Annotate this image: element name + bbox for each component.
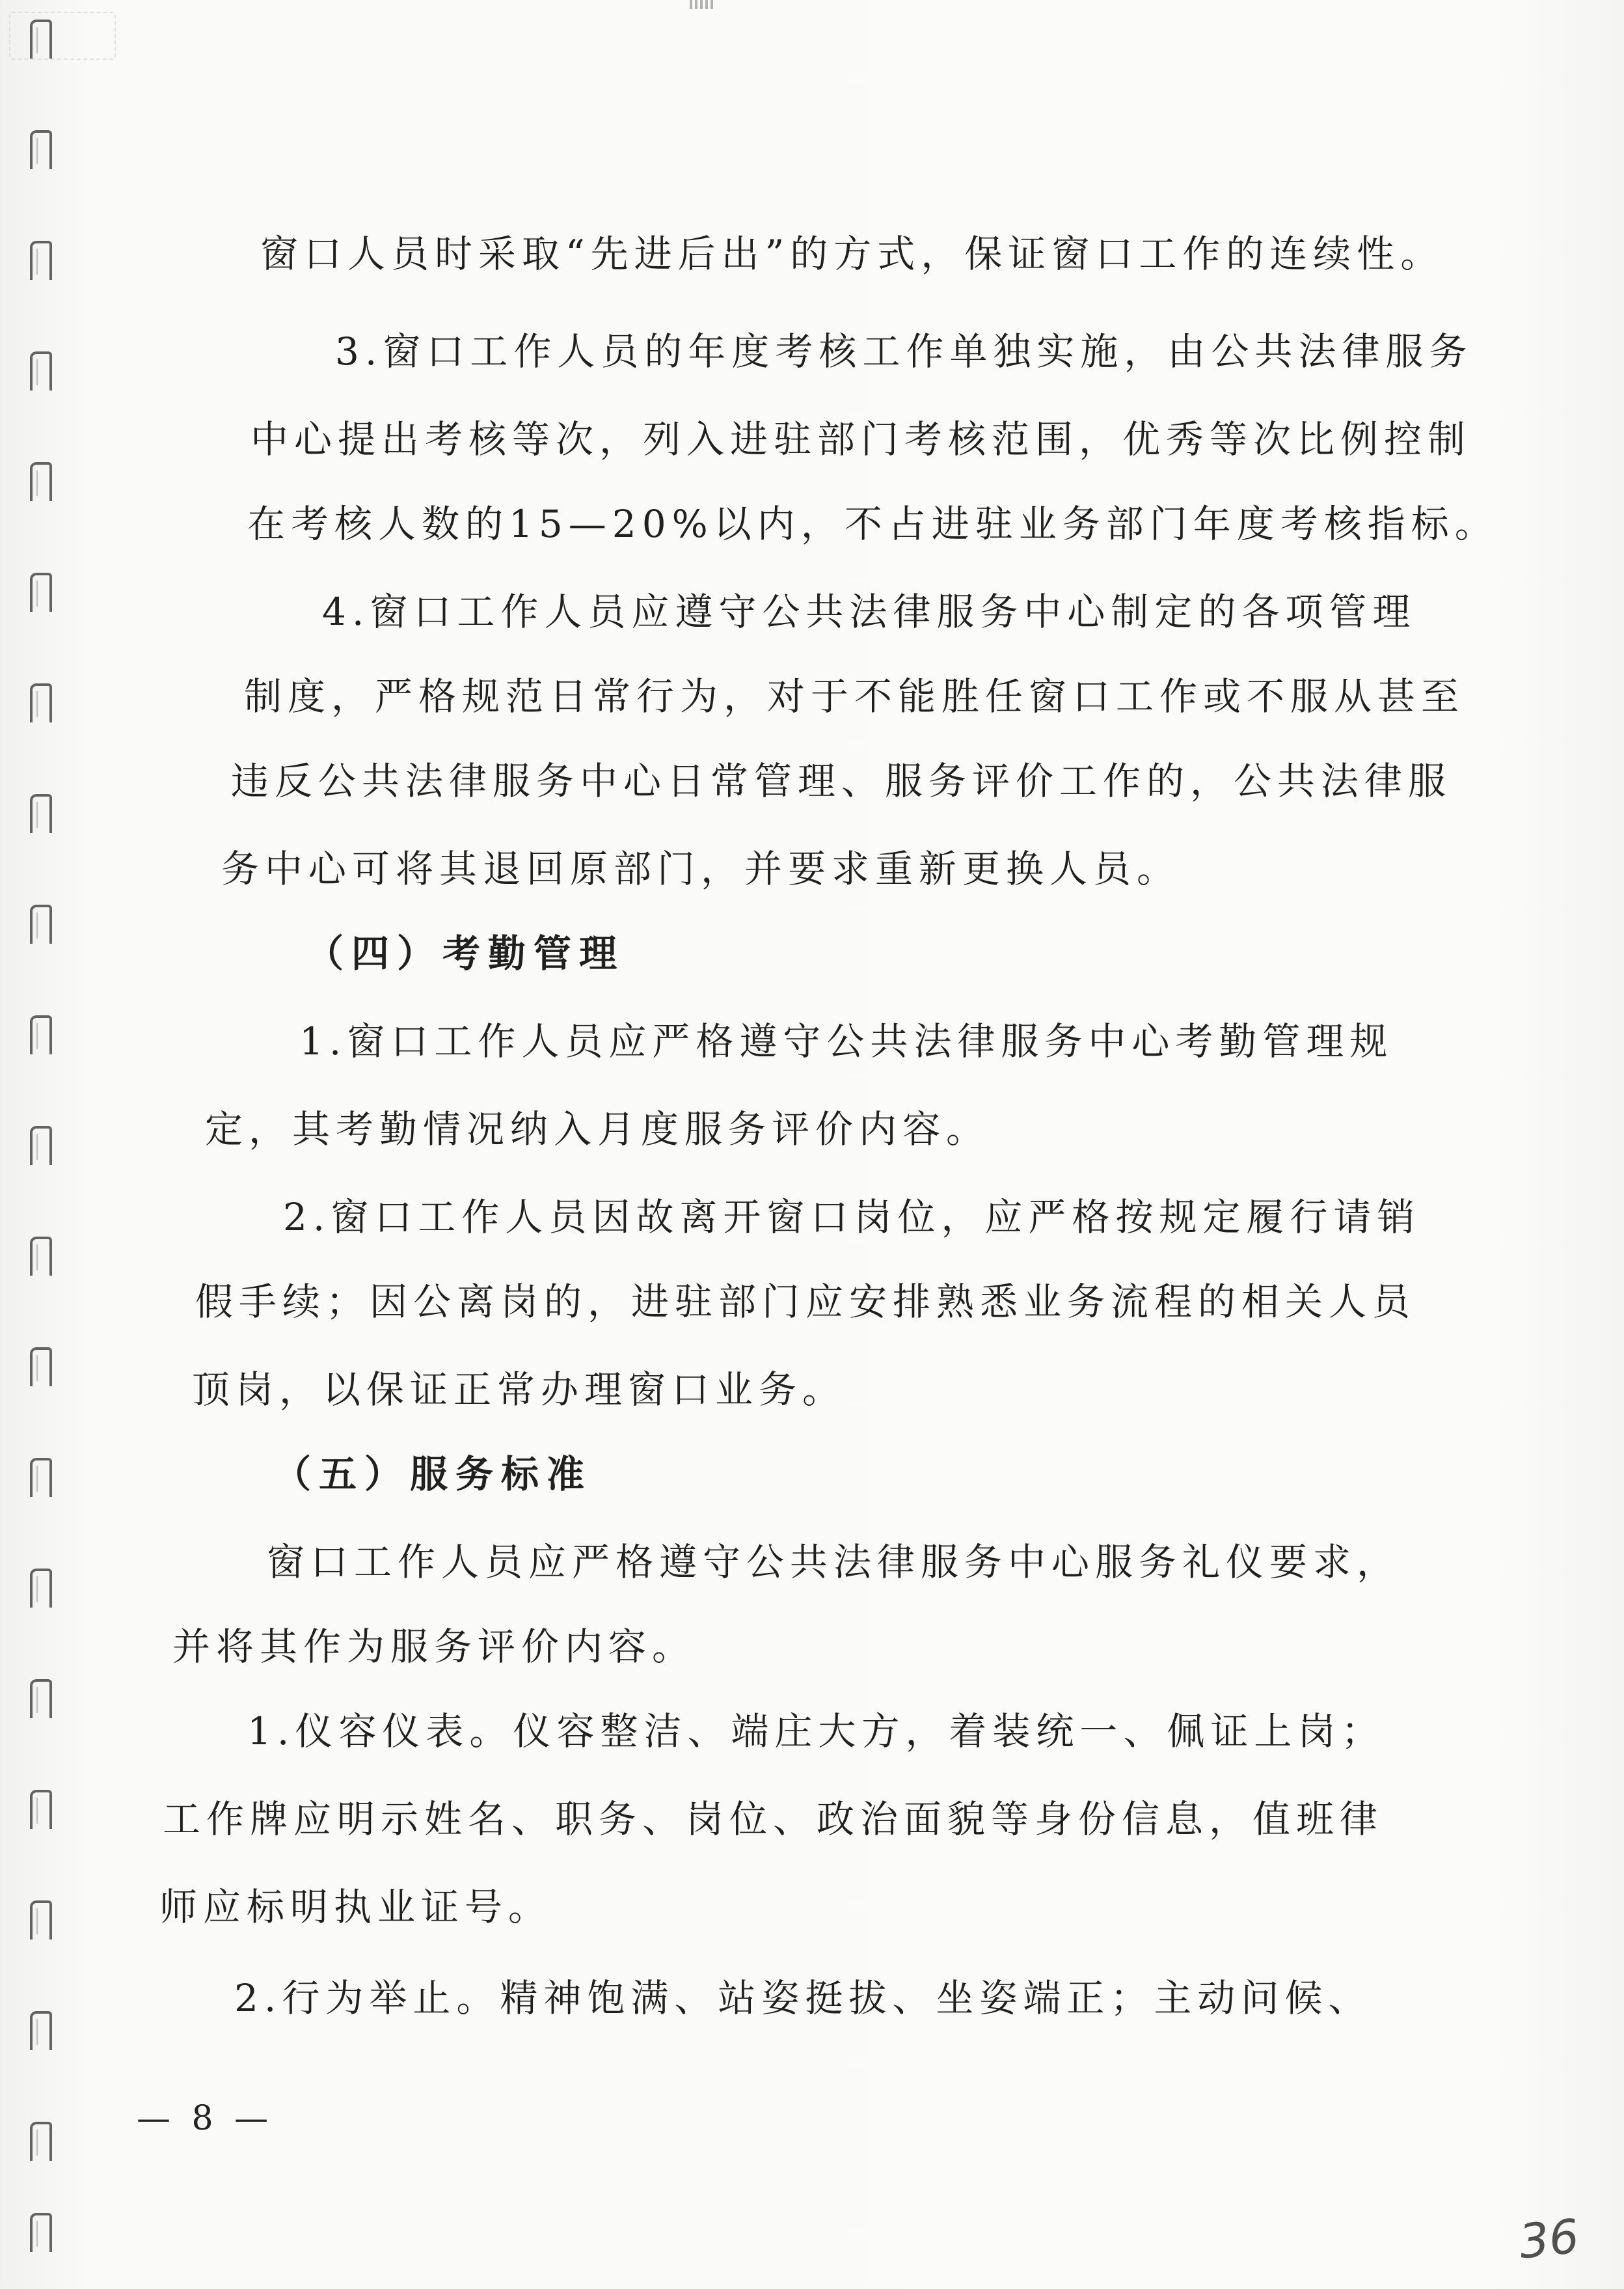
text-line: 1.窗口工作人员应严格遵守公共法律服务中心考勤管理规 xyxy=(299,1019,1394,1063)
binding-hole-icon xyxy=(30,1347,52,1386)
text-line: 并将其作为服务评价内容。 xyxy=(172,1624,696,1669)
binding-hole-icon xyxy=(30,794,52,833)
text-line: 违反公共法律服务中心日常管理、服务评价工作的，公共法律服 xyxy=(231,759,1452,803)
binding-marks xyxy=(0,0,78,2289)
handwritten-page-mark: 36 xyxy=(1516,2208,1582,2269)
binding-hole-icon xyxy=(30,1790,52,1829)
page-number: — 8 — xyxy=(137,2099,274,2138)
binding-hole-icon xyxy=(30,1569,52,1608)
scan-artifact-top xyxy=(690,0,716,9)
text-line: 窗口人员时采取“先进后出”的方式，保证窗口工作的连续性。 xyxy=(260,232,1444,276)
text-line: 务中心可将其退回原部门，并要求重新更换人员。 xyxy=(221,847,1181,891)
binding-hole-icon xyxy=(30,130,52,169)
binding-hole-icon xyxy=(30,241,52,280)
binding-hole-icon xyxy=(30,1900,52,1939)
text-line: 制度，严格规范日常行为，对于不能胜任窗口工作或不服从甚至 xyxy=(244,674,1465,719)
text-line: 窗口工作人员应严格遵守公共法律服务中心服务礼仪要求， xyxy=(267,1540,1401,1584)
binding-hole-icon xyxy=(30,1679,52,1718)
text-line: 师应标明执业证号。 xyxy=(159,1885,552,1929)
text-line: 工作牌应明示姓名、职务、岗位、政治面貌等身份信息，值班律 xyxy=(163,1797,1384,1841)
text-line: 定，其考勤情况纳入月度服务评价内容。 xyxy=(205,1107,990,1151)
binding-hole-icon xyxy=(30,351,52,391)
binding-hole-icon xyxy=(30,2011,52,2050)
section-heading-service-standard: （五）服务标准 xyxy=(273,1452,593,1496)
text-line: 中心提出考核等次，列入进驻部门考核范围，优秀等次比例控制 xyxy=(250,417,1472,461)
text-line: 2.行为举止。精神饱满、站姿挺拔、坐姿端正；主动问候、 xyxy=(234,1976,1372,2020)
text-line: 在考核人数的15—20%以内，不占进驻业务部门年度考核指标。 xyxy=(247,502,1498,546)
binding-hole-icon xyxy=(30,462,52,501)
binding-hole-icon xyxy=(30,2122,52,2161)
binding-hole-icon xyxy=(30,1126,52,1165)
binding-hole-icon xyxy=(30,1458,52,1497)
text-line: 4.窗口工作人员应遵守公共法律服务中心制定的各项管理 xyxy=(322,590,1416,634)
text-line: 1.仪容仪表。仪容整洁、端庄大方，着装统一、佩证上岗； xyxy=(247,1709,1385,1753)
binding-hole-icon xyxy=(30,683,52,722)
binding-hole-icon xyxy=(30,20,52,59)
binding-hole-icon xyxy=(30,905,52,944)
text-line: 顶岗，以保证正常办理窗口业务。 xyxy=(192,1367,846,1412)
binding-hole-icon xyxy=(30,2213,52,2252)
binding-hole-icon xyxy=(30,573,52,612)
section-heading-attendance: （四）考勤管理 xyxy=(306,931,625,976)
text-line: 假手续；因公离岗的，进驻部门应安排熟悉业务流程的相关人员 xyxy=(195,1280,1416,1324)
binding-hole-icon xyxy=(30,1015,52,1054)
text-line: 3.窗口工作人员的年度考核工作单独实施，由公共法律服务 xyxy=(335,329,1473,374)
binding-hole-icon xyxy=(30,1237,52,1276)
text-line: 2.窗口工作人员因故离开窗口岗位，应严格按规定履行请销 xyxy=(283,1195,1421,1239)
